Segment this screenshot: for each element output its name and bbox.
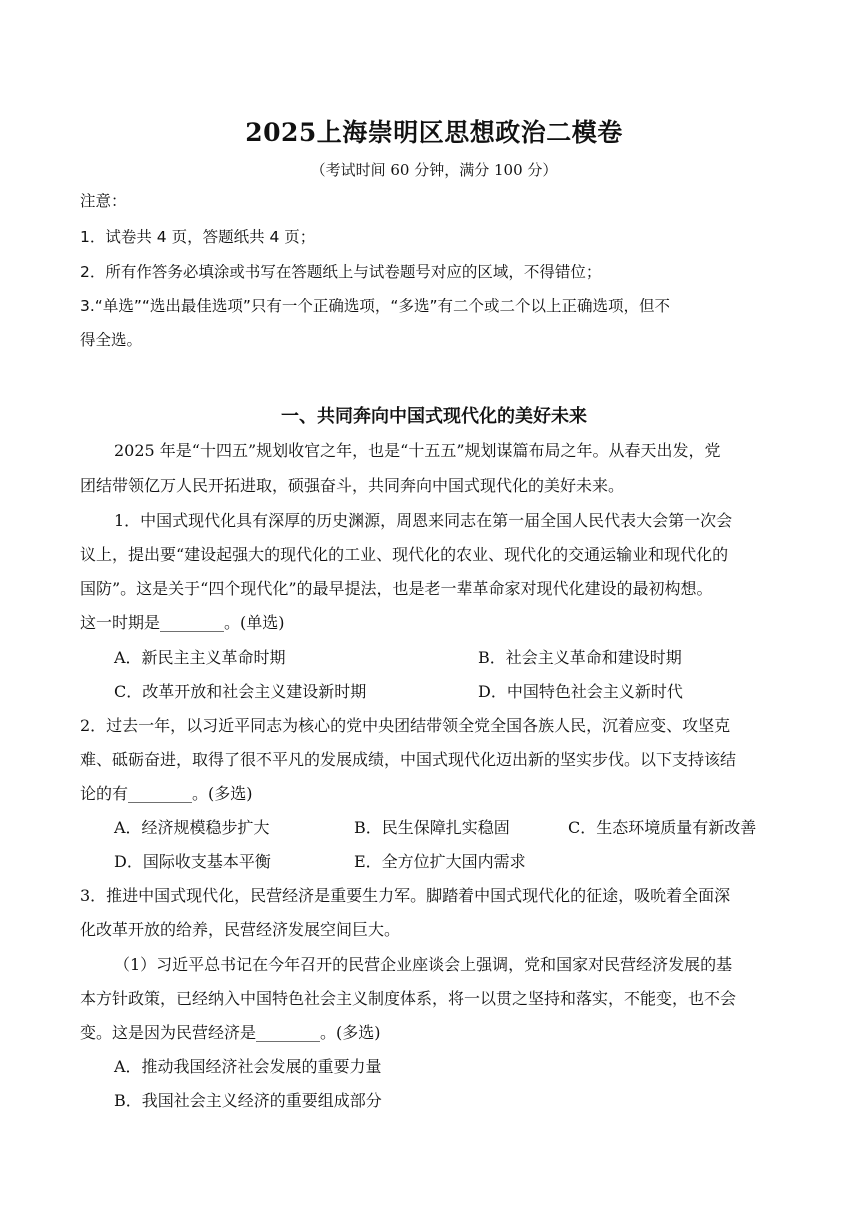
q3-text-line-2: 化改革开放的给养，民营经济发展空间巨大。	[80, 920, 401, 939]
q1-option-c: C．改革开放和社会主义建设新时期	[114, 682, 367, 701]
notice-line-2: 2．所有作答务必填涂或书写在答题纸上与试卷题号对应的区域，不得错位；	[80, 263, 602, 281]
q1-text-line-3: 国防”。这是关于“四个现代化”的最早提法，也是老一辈革命家对现代化建设的最初构想。	[80, 579, 713, 598]
q1-option-a: A．新民主主义革命时期	[114, 648, 286, 667]
q3-text-line-1: 3．推进中国式现代化，民营经济是重要生力军。脚踏着中国式现代化的征途，吸吮着全面深	[80, 886, 731, 905]
q3-1-text-line-2: 本方针政策，已经纳入中国特色社会主义制度体系，将一以贯之坚持和落实，不能变，也不会	[80, 989, 737, 1008]
q1-option-b: B．社会主义革命和建设时期	[478, 648, 682, 667]
q1-option-d: D．中国特色社会主义新时代	[478, 682, 683, 701]
q2-text-line-1: 2．过去一年，以习近平同志为核心的党中央团结带领全党全国各族人民，沉着应变、攻坚克	[80, 716, 731, 735]
q2-option-e: E．全方位扩大国内需求	[354, 852, 526, 871]
notice-heading: 注意：	[80, 192, 127, 210]
section-heading: 一、共同奔向中国式现代化的美好未来	[281, 406, 587, 427]
section-intro-line-1: 2025 年是“十四五”规划收官之年，也是“十五五”规划谋篇布局之年。从春天出发，党	[114, 441, 721, 460]
q2-option-c: C．生态环境质量有新改善	[568, 818, 757, 837]
q2-text-line-3: 论的有________。(多选)	[80, 784, 253, 803]
q2-option-a: A．经济规模稳步扩大	[114, 818, 270, 837]
q1-text-line-2: 议上，提出要“建设起强大的现代化的工业、现代化的农业、现代化的交通运输业和现代化的	[80, 545, 729, 564]
q2-option-d: D．国际收支基本平衡	[114, 852, 271, 871]
notice-line-1: 1．试卷共 4 页，答题纸共 4 页；	[80, 228, 316, 246]
q2-option-b: B．民生保障扎实稳固	[354, 818, 510, 837]
section-intro-line-2: 团结带领亿万人民开拓进取，硕强奋斗，共同奔向中国式现代化的美好未来。	[80, 476, 625, 495]
q3-1-option-b: B．我国社会主义经济的重要组成部分	[114, 1091, 382, 1110]
notice-line-3: 3.“单选”“选出最佳选项”只有一个正确选项，“多选”有二个或二个以上正确选项，但不	[80, 297, 670, 315]
q3-1-text-line-3: 变。这是因为民营经济是________。(多选)	[80, 1023, 381, 1042]
q3-1-text-line-1: （1）习近平总书记在今年召开的民营企业座谈会上强调，党和国家对民营经济发展的基	[114, 955, 733, 974]
q2-text-line-2: 难、砥砺奋进，取得了很不平凡的发展成绩，中国式现代化迈出新的坚实步伐。以下支持该结	[80, 750, 737, 769]
q3-1-option-a: A．推动我国经济社会发展的重要力量	[114, 1057, 382, 1076]
q1-text-line-4: 这一时期是________。(单选)	[80, 613, 285, 632]
q1-text-line-1: 1．中国式现代化具有深厚的历史渊源，周恩来同志在第一届全国人民代表大会第一次会	[114, 511, 733, 530]
exam-time-info: （考试时间 60 分钟，满分 100 分）	[310, 161, 558, 179]
page-title: 2025上海崇明区思想政治二模卷	[245, 118, 623, 147]
notice-line-4: 得全选。	[80, 331, 143, 349]
